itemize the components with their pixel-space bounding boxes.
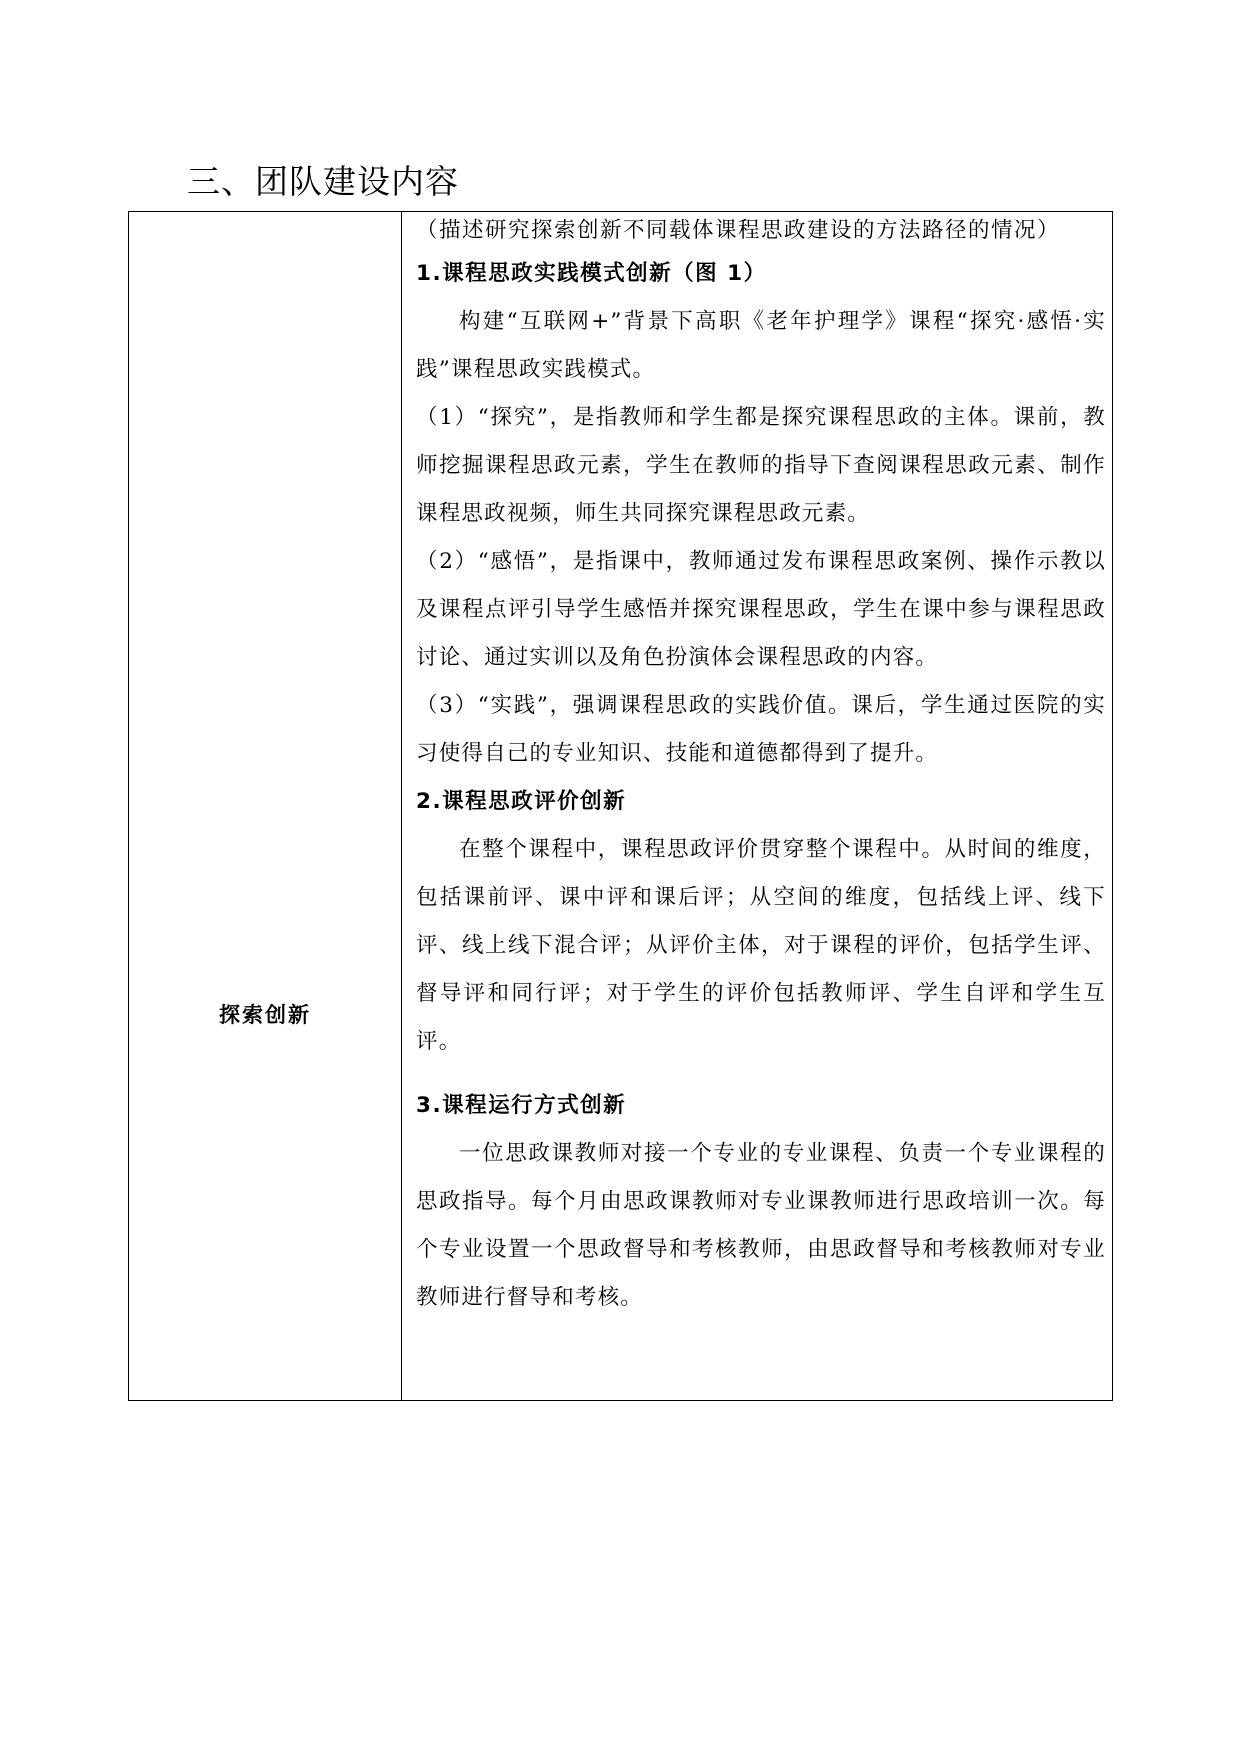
section-1-paragraph: （3）“实践”，强调课程思政的实践价值。课后，学生通过医院的实习使得自己的专业知识、技能和道德都得到了提升。 <box>416 693 1106 766</box>
section-2-paragraph: 在整个课程中，课程思政评价贯穿整个课程中。从时间的维度，包括课前评、课中评和课后评；从空间的维度，包括线上评、线下评、线上线下混合评；从评价主体，对于课程的评价，包括学生评、督导评和同行评；对于学生的评价包括教师评、学生自评和学生互评。 <box>416 837 1106 1054</box>
section-3-paragraph: 一位思政课教师对接一个专业的专业课程、负责一个专业课程的思政指导。每个月由思政课教师对专业课教师进行思政培训一次。每个专业设置一个思政督导和考核教师，由思政督导和考核教师对专业教师进行督导和考核。 <box>416 1141 1106 1310</box>
section-1-heading: 1.课程思政实践模式创新（图 1） <box>416 261 767 286</box>
row-label: 探索创新 <box>219 1003 311 1027</box>
instruction-hint: （描述研究探索创新不同载体课程思政建设的方法路径的情况） <box>416 218 1061 243</box>
row-content-cell <box>416 212 1106 1322</box>
section-2-heading: 2.课程思政评价创新 <box>416 789 627 814</box>
row-label-cell <box>129 212 402 1400</box>
section-1-paragraph: （1）“探究”，是指教师和学生都是探究课程思政的主体。课前，教师挖掘课程思政元素，学生在教师的指导下查阅课程思政元素、制作课程思政视频，师生共同探究课程思政元素。 <box>416 405 1106 526</box>
section-heading: 三、团队建设内容 <box>187 162 459 201</box>
content-table <box>128 211 1113 1401</box>
section-1-paragraph: （2）“感悟”，是指课中，教师通过发布课程思政案例、操作示教以及课程点评引导学生感悟并探究课程思政，学生在课中参与课程思政讨论、通过实训以及角色扮演体会课程思政的内容。 <box>416 549 1106 670</box>
section-3-heading: 3.课程运行方式创新 <box>416 1093 627 1118</box>
section-1-paragraph: 构建“互联网+”背景下高职《老年护理学》课程“探究·感悟·实践”课程思政实践模式。 <box>416 309 1106 382</box>
